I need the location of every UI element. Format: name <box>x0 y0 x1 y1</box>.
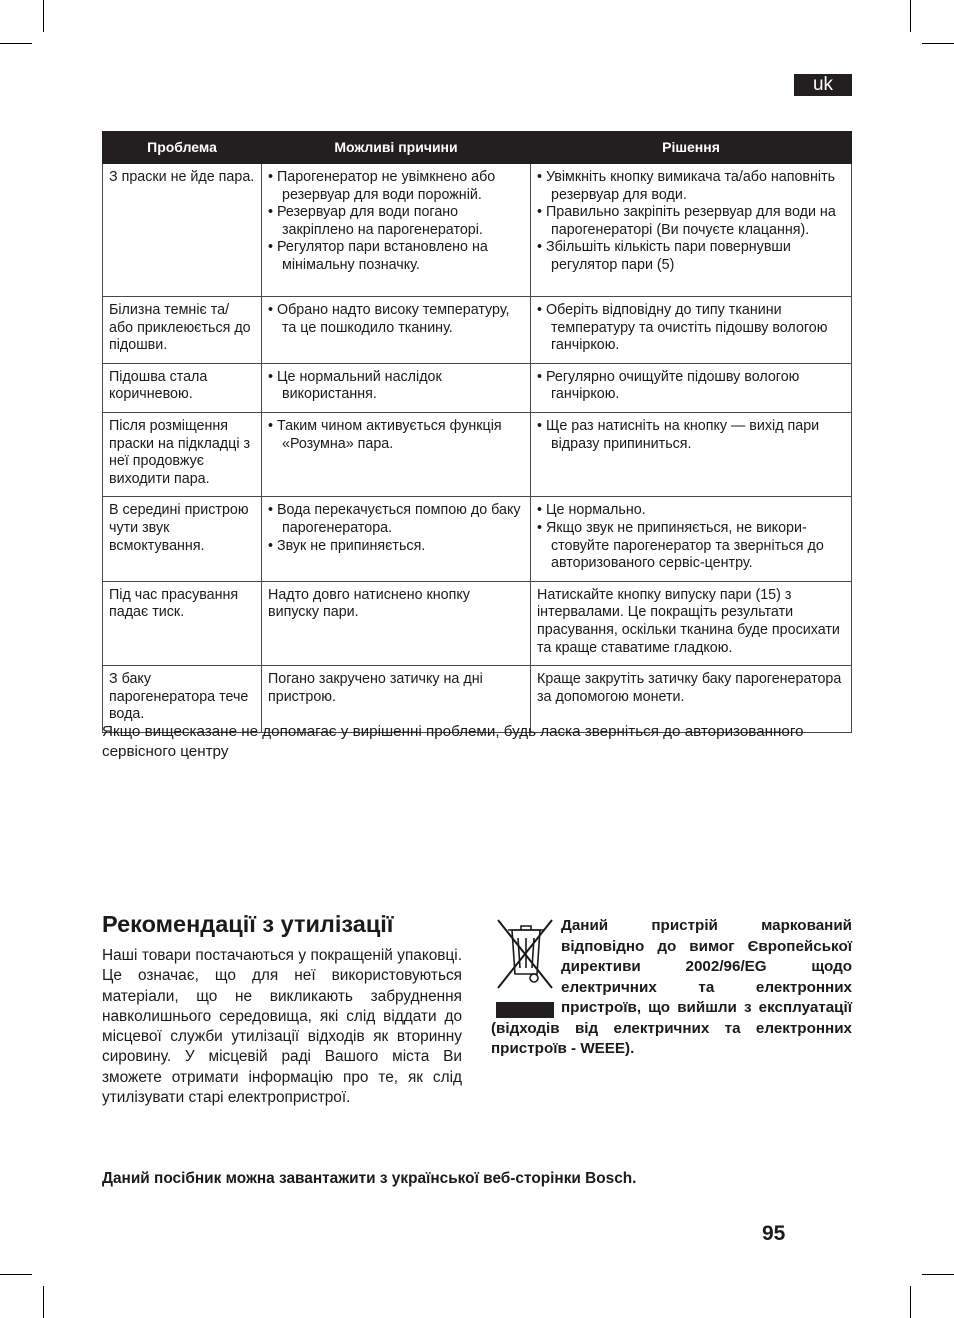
problem-cell: Під час прасування падає тиск. <box>103 581 262 665</box>
causes-cell <box>262 363 531 412</box>
causes-cell <box>262 412 531 496</box>
table-header-row <box>103 132 852 164</box>
crop-mark <box>43 1286 44 1318</box>
problem-cell: В середині пристрою чути звук всмоктування. <box>103 497 262 581</box>
causes-cell: Надто довго натиснено кнопку випуску пари. <box>262 581 531 665</box>
weee-icon-space <box>491 916 561 1018</box>
crop-mark <box>910 0 911 32</box>
cause-item: • Звук не припиняється. <box>268 537 426 554</box>
solution-item: • Оберіть відповідну до типу тканини температуру та очистіть підошву вологою ганчіркою. <box>537 302 828 354</box>
solutions-cell <box>531 164 852 297</box>
crop-mark <box>0 1274 32 1275</box>
page-number: 95 <box>762 1222 786 1245</box>
troubleshooting-table <box>102 131 852 733</box>
table-row <box>103 363 852 412</box>
weee-text: Даний пристрій маркований відповідно до вимог Європейської директиви 2002/96/EG щодо електричних та електронних пристроїв, що вийшли з експлуатації (відходів від електричних та електронних пристроїв - WEEE). <box>491 917 852 1057</box>
table-row <box>103 297 852 364</box>
causes-cell: Погано закручено затичку на дні пристрою. <box>262 666 531 733</box>
table-row <box>103 581 852 665</box>
language-badge: uk <box>794 74 852 96</box>
column-header-problem: Проблема <box>103 132 262 164</box>
causes-cell <box>262 497 531 581</box>
solution-item: • Якщо звук не припиняється, не викори-стовуйте парогенератор та зверніться до авторизованого сервіс-центру. <box>537 519 824 572</box>
crop-mark <box>922 43 954 44</box>
service-note: Якщо вищесказане не допомагає у вирішенні проблеми, будь ласка зверніться до авторизованного сервісного центру <box>102 723 804 760</box>
cause-item: • Регулятор пари встановлено на мінімальну позначку. <box>268 239 488 273</box>
cause-item: • Резервуар для води погано закріплено на парогенераторі. <box>268 204 483 238</box>
problem-cell: Після розміщення праски на підкладці з неї продовжує виходити пара. <box>103 412 262 496</box>
solution-item: • Збільшіть кількість пари повернувши регулятор пари (5) <box>537 239 791 273</box>
solution-item: • Увімкніть кнопку вимикача та/або наповніть резервуар для води. <box>537 169 836 203</box>
solutions-cell: Натискайте кнопку випуску пари (15) з інтервалами. Це покращіть результати прасування, оскільки тканина буде просихати та краще ставатиме гладкою. <box>531 581 852 665</box>
disposal-paragraph: Наші товари постачаються у покращеній упаковці. Це означає, що для неї використовуються матеріали, що не викликають забруднення навколишнього середовища, які слід віддати до місцевої служби утилізації відходів як вторинну сировину. У місцевій раді Вашого міста Ви зможете отримати інформацію про те, як слід утилізувати старі електропристрої. <box>102 947 462 1107</box>
table-row <box>103 164 852 297</box>
solutions-cell <box>531 363 852 412</box>
table-row <box>103 497 852 581</box>
download-note: Даний посібник можна завантажити з української веб-сторінки Bosch. <box>102 1170 637 1187</box>
solution-item: • Правильно закріпіть резервуар для води на парогенераторі (Ви почуєте клацання). <box>537 204 836 238</box>
column-header-solutions: Рішення <box>531 132 852 164</box>
cause-item: • Парогенератор не увімкнено або резервуар для води порожній. <box>268 169 496 203</box>
problem-cell: З праски не йде пара. <box>103 164 262 297</box>
crop-mark <box>43 0 44 32</box>
solution-item: • Ще раз натисніть на кнопку — вихід пари відразу припиниться. <box>537 417 820 452</box>
section-title: Рекомендації з утилізації <box>102 911 394 937</box>
cause-item: • Обрано надто високу температуру, та це пошкодило тканину. <box>268 302 510 336</box>
weee-paragraph <box>491 916 852 1060</box>
problem-cell: Підошва стала коричневою. <box>103 363 262 412</box>
causes-cell <box>262 297 531 364</box>
cause-item: • Це нормальний наслідок використання. <box>268 368 442 403</box>
solution-item: • Це нормально. <box>537 502 646 519</box>
crop-mark <box>910 1286 911 1318</box>
causes-cell <box>262 164 531 297</box>
column-header-causes: Можливі причини <box>262 132 531 164</box>
solutions-cell <box>531 412 852 496</box>
problem-cell: З баку парогенератора тече вода. <box>103 666 262 733</box>
solutions-cell: Краще закрутіть затичку баку парогенератора за допомогою монети. <box>531 666 852 733</box>
crop-mark <box>0 43 32 44</box>
table-row <box>103 412 852 496</box>
solutions-cell <box>531 297 852 364</box>
solutions-cell <box>531 497 852 581</box>
crop-mark <box>922 1274 954 1275</box>
solution-item: • Регулярно очищуйте підошву вологою ганчіркою. <box>537 368 800 403</box>
problem-cell: Білизна темніє та/ або приклеюється до підошви. <box>103 297 262 364</box>
cause-item: • Таким чином активується функція «Розумна» пара. <box>268 417 502 452</box>
cause-item: • Вода перекачується помпою до баку парогенератора. <box>268 502 521 536</box>
